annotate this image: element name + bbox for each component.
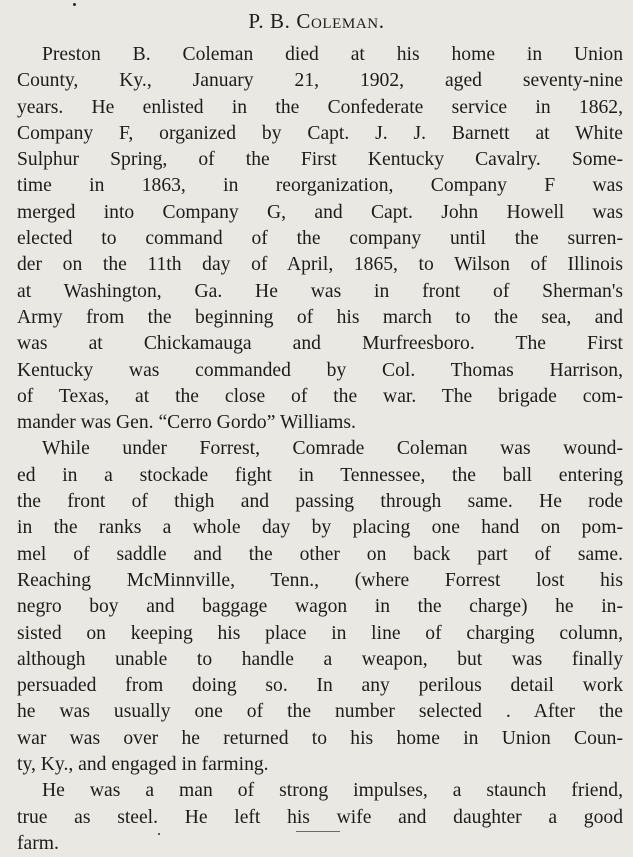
ink-speck [158, 833, 160, 835]
text-line: sisted on keeping his place in line of charging column, [17, 622, 623, 644]
text-line: merged into Company G, and Capt. John Howell was [17, 201, 623, 223]
text-line: ty, Ky., and engaged in farming. [17, 754, 269, 776]
text-line: ed in a stockade fight in Tennessee, the ball entering [17, 464, 623, 486]
text-line: was at Chickamauga and Murfreesboro. The First [17, 333, 623, 355]
text-line: negro boy and baggage wagon in the charge) he in- [17, 596, 623, 618]
text-line: der on the 11th day of April, 1865, to Wilson of Illinois [17, 254, 623, 276]
text-line: years. He enlisted in the Confederate service in 1862, [17, 96, 623, 118]
text-line: of Texas, at the close of the war. The brigade com- [17, 385, 623, 407]
text-line: time in 1863, in reorganization, Company F was [17, 175, 623, 197]
text-line: mander was Gen. “Cerro Gordo” Williams. [17, 412, 356, 434]
text-line: war was over he returned to his home in Union Coun- [17, 727, 623, 749]
text-line: Reaching McMinnville, Tenn., (where Forrest lost his [17, 569, 623, 591]
text-line: mel of saddle and the other on back part of same. [17, 543, 623, 565]
text-line: Preston B. Coleman died at his home in Union [42, 44, 623, 65]
text-line: Army from the beginning of his march to the sea, and [17, 306, 623, 328]
text-line: persuaded from doing so. In any perilous detail work [17, 675, 623, 697]
text-line: he was usually one of the number selected . After the [17, 701, 623, 723]
text-line: Company F, organized by Capt. J. J. Barnett at White [17, 122, 623, 144]
text-line: Sulphur Spring, of the First Kentucky Cavalry. Some- [17, 149, 623, 171]
text-line: the front of thigh and passing through same. He rode [17, 491, 623, 513]
text-line: County, Ky., January 21, 1902, aged seventy-nine [17, 70, 623, 92]
text-line: true as steel. He left his wife and daughter a good [17, 806, 623, 828]
article-body [17, 42, 623, 857]
article-title [0, 6, 633, 36]
article-title-text: P. B. Coleman. [248, 9, 385, 33]
text-line: elected to command of the company until the surren- [17, 228, 623, 250]
text-line: in the ranks a whole day by placing one hand on pom- [17, 517, 623, 539]
text-line: farm. [17, 832, 59, 854]
text-line: at Washington, Ga. He was in front of Sherman's [17, 280, 623, 302]
text-line: While under Forrest, Comrade Coleman was wound- [42, 438, 623, 460]
text-line: although unable to handle a weapon, but was finally [17, 648, 623, 670]
text-line: Kentucky was commanded by Col. Thomas Harrison, [17, 359, 623, 381]
end-rule [296, 831, 340, 832]
text-line: He was a man of strong impulses, a staunch friend, [42, 780, 623, 802]
